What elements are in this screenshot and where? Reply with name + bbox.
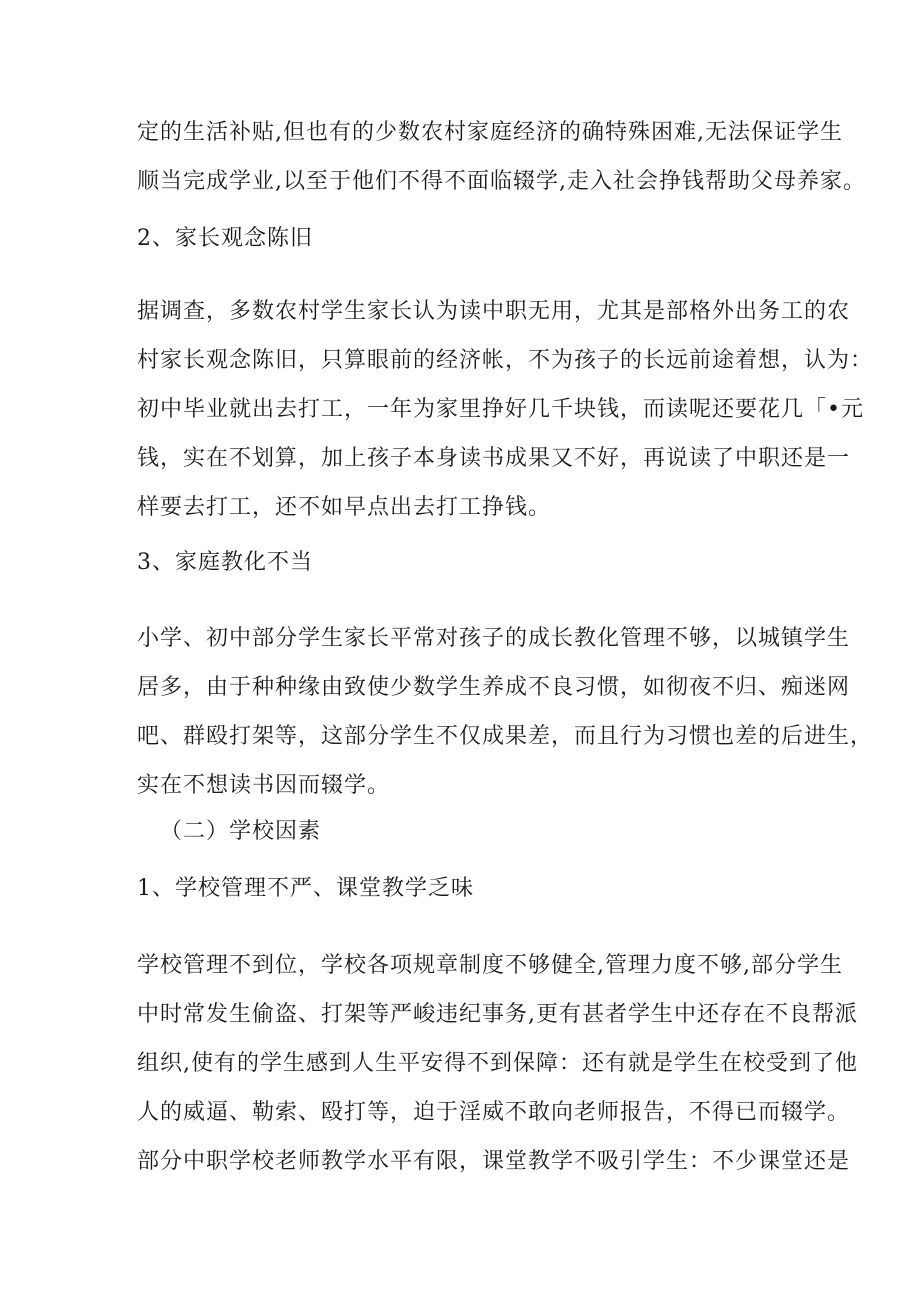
paragraph-line: 样要去打工，还不如早点出去打工挣钱。 <box>137 495 552 520</box>
paragraph-line: 吧、群殴打架等，这部分学生不仅成果差，而且行为习惯也差的后进生， <box>137 724 874 749</box>
paragraph-line: 学校管理不到位，学校各项规章制度不够健全,管理力度不够,部分学生 <box>137 953 843 978</box>
paragraph-line: 实在不想读书因而辍学。 <box>137 773 391 798</box>
paragraph-line: 钱，实在不划算，加上孩子本身读书成果又不好，再说读了中职还是一 <box>137 446 851 471</box>
paragraph-line: 村家长观念陈旧，只算眼前的经济帐，不为孩子的长远前途着想，认为： <box>137 348 874 373</box>
section-heading: （二）学校因素 <box>160 819 322 844</box>
paragraph-line: 中时常发生偷盗、打架等严峻违纪事务,更有甚者学生中还存在不良帮派 <box>137 1002 858 1027</box>
section-heading: 1、学校管理不严、课堂教学乏味 <box>137 876 474 901</box>
paragraph-line: 部分中职学校老师教学水平有限，课堂教学不吸引学生：不少课堂还是 <box>137 1149 851 1174</box>
section-heading: 3、家庭教化不当 <box>137 550 313 575</box>
paragraph-line: 居多，由于种种缘由致使少数学生养成不良习惯，如彻夜不归、痴迷网 <box>137 675 851 700</box>
paragraph-line: 小学、初中部分学生家长平常对孩子的成长教化管理不够，以城镇学生 <box>137 626 851 651</box>
paragraph-line: 定的生活补贴,但也有的少数农村家庭经济的确特殊困难,无法保证学生 <box>137 120 843 145</box>
paragraph-line: 据调查，多数农村学生家长认为读中职无用，尤其是部格外出务工的农 <box>137 299 851 324</box>
paragraph-line: 顺当完成学业,以至于他们不得不面临辍学,走入社会挣钱帮助父母养家。 <box>137 169 866 194</box>
paragraph-line: 人的威逼、勒索、殴打等，迫于淫威不敢向老师报告，不得已而辍学。 <box>137 1100 851 1125</box>
paragraph-line: 组织,使有的学生感到人生平安得不到保障：还有就是学生在校受到了他 <box>137 1051 858 1076</box>
paragraph-line: 初中毕业就出去打工，一年为家里挣好几千块钱，而读呢还要花几「•元 <box>137 397 864 422</box>
section-heading: 2、家长观念陈旧 <box>137 226 313 251</box>
